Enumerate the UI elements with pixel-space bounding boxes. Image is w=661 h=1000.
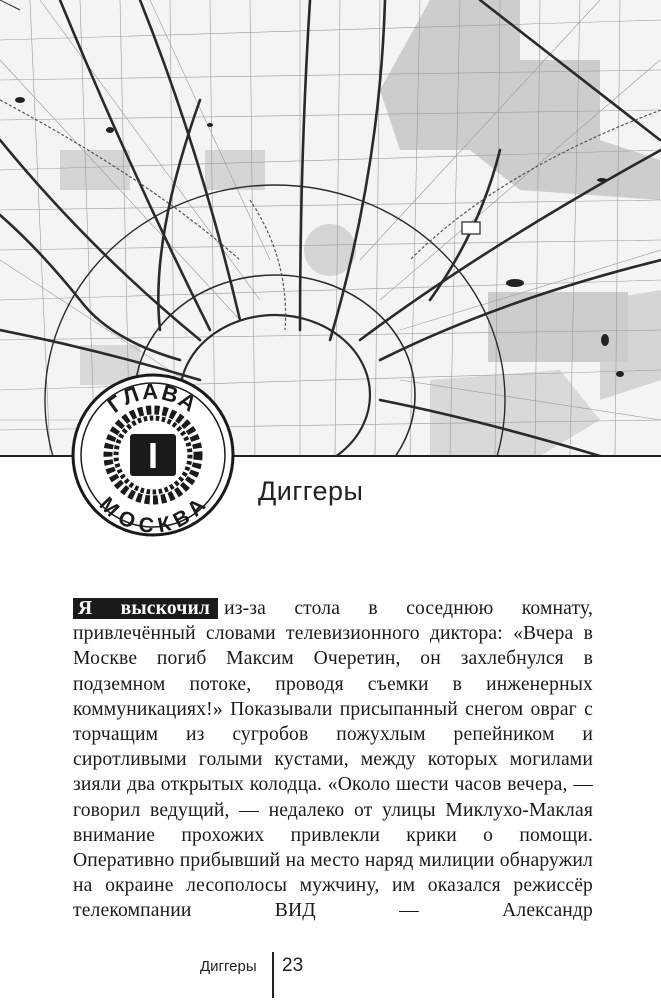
lead-words: Я выскочил bbox=[73, 598, 218, 619]
manhole-emblem bbox=[70, 372, 236, 538]
body-text: из-за стола в соседнюю комнату, привлечённый словами телевизионного диктора: «Вчера в Москве погиб Максим Очеретин, он захлебнулся в подземном потоке, проводя съемки в инженерных коммуникациях!» Показывали присыпанный снегом овраг с торчащим из сугробов пожухлым репейником и сиротливыми голыми кустами, между которых могилами зияли два открытых колодца. «Около шести часов вечера, — говорил ведущий, — недалеко от улицы Миклухо-Маклая внимание прохожих привлекли крики о помощи. Оперативно прибывший на место наряд милиции обнаружил на окраине лесополосы мужчину, им оказался режиссёр телекомпании ВИД — Александр bbox=[73, 598, 594, 922]
running-title: Диггеры bbox=[200, 958, 257, 975]
chapter-label: ГЛАВА bbox=[102, 378, 203, 418]
page-number: 23 bbox=[282, 955, 304, 976]
chapter-title: Диггеры bbox=[258, 476, 364, 506]
chapter-city: МОСКВА bbox=[94, 492, 212, 538]
chapter-number: I bbox=[147, 435, 159, 476]
body-paragraph bbox=[73, 596, 593, 924]
footer-divider bbox=[272, 952, 274, 998]
map-building bbox=[462, 222, 480, 234]
chapter-badge bbox=[70, 372, 236, 538]
